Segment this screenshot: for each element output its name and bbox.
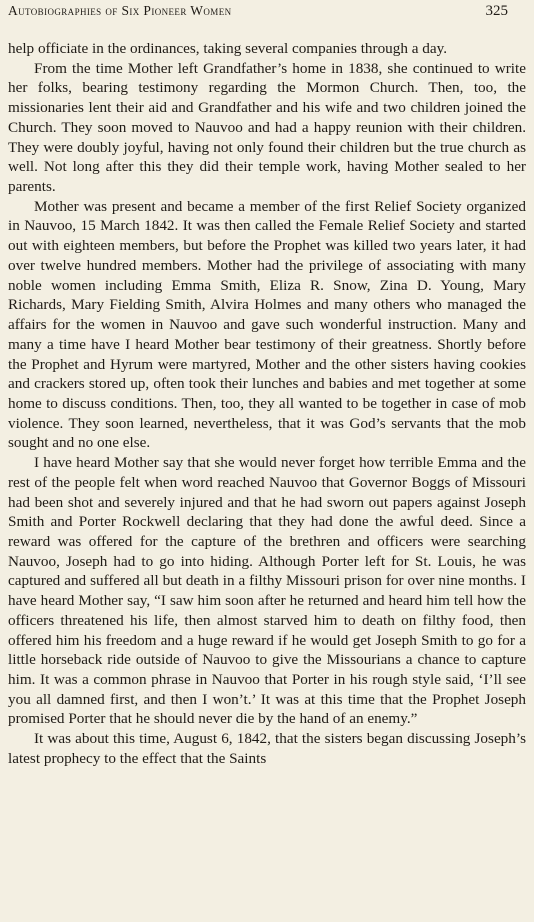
running-title: Autobiographies of Six Pioneer Women (8, 3, 232, 18)
paragraph: From the time Mother left Grandfather’s home in 1838, she continued to write her folks, bearing testimony regarding the Mormon Church. Then, too, the missionaries lent their aid and Grandfather and his wife and two children joined the Church. They soon moved to Nauvoo and had a happy reunion with their children. They were doubly joyful, having not only found their children but the true church as well. Not long after this they did their temple work, having Mother sealed to her parents. (8, 59, 526, 196)
paragraph-continuation: help officiate in the ordinances, taking several companies through a day. (8, 40, 448, 57)
paragraph: Mother was present and became a member of the first Relief Society organized in Nauvoo, 15 March 1842. It was then called the Female Relief Society and started out with eighteen members, but before the Prophet was killed two years later, it had over twelve hundred members. Mother had the privilege of associating with many noble women including Emma Smith, Eliza R. Snow, Zina D. Young, Mary Richards, Mary Fielding Smith, Alvira Holmes and many others who managed the affairs for the women in Nauvoo and gave such wonderful instruction. Many and many a time have I heard Mother bear testimony of their greatness. Shortly before the Prophet and Hyrum were martyred, Mother and the other sisters having cookies and crackers stored up, often took their lunches and babies and met together at some home to discuss conditions. Then, too, they all wanted to be together in case of mob violence. They soon learned, nevertheless, that it was God’s servants that the mob sought and no one else. (8, 197, 526, 452)
body-text (8, 39, 526, 769)
paragraph: It was about this time, August 6, 1842, that the sisters began discussing Joseph’s latest prophecy to the effect that the Saints (8, 730, 526, 767)
page-number: 325 (485, 3, 508, 19)
paragraph: I have heard Mother say that she would never forget how terrible Emma and the rest of the people felt when word reached Nauvoo that Governor Boggs of Missouri had been shot and severely injured and that he had sworn out papers against Joseph Smith and Porter Rockwell declaring that they had done the awful deed. Since a reward was offered for the capture of the brethren and officers were searching Nauvoo, Joseph had to go into hiding. Although Porter left for St. Louis, he was captured and suffered all but death in a filthy Missouri prison for over nine months. I have heard Mother say, “I saw him soon after he returned and heard him tell how the officers threatened his life, then almost starved him to death on filthy food, then offered him his freedom and a huge reward if he would get Joseph Smith to go for a little horseback ride outside of Nauvoo to give the Missourians a chance to capture him. It was a common phrase in Nauvoo that Porter in his rough style said, ‘I’ll see you all damned first, and then I won’t.’ It was at this time that the Prophet Joseph promised Porter that he should never die by the hand of an enemy.” (8, 454, 526, 728)
running-head (8, 3, 526, 25)
